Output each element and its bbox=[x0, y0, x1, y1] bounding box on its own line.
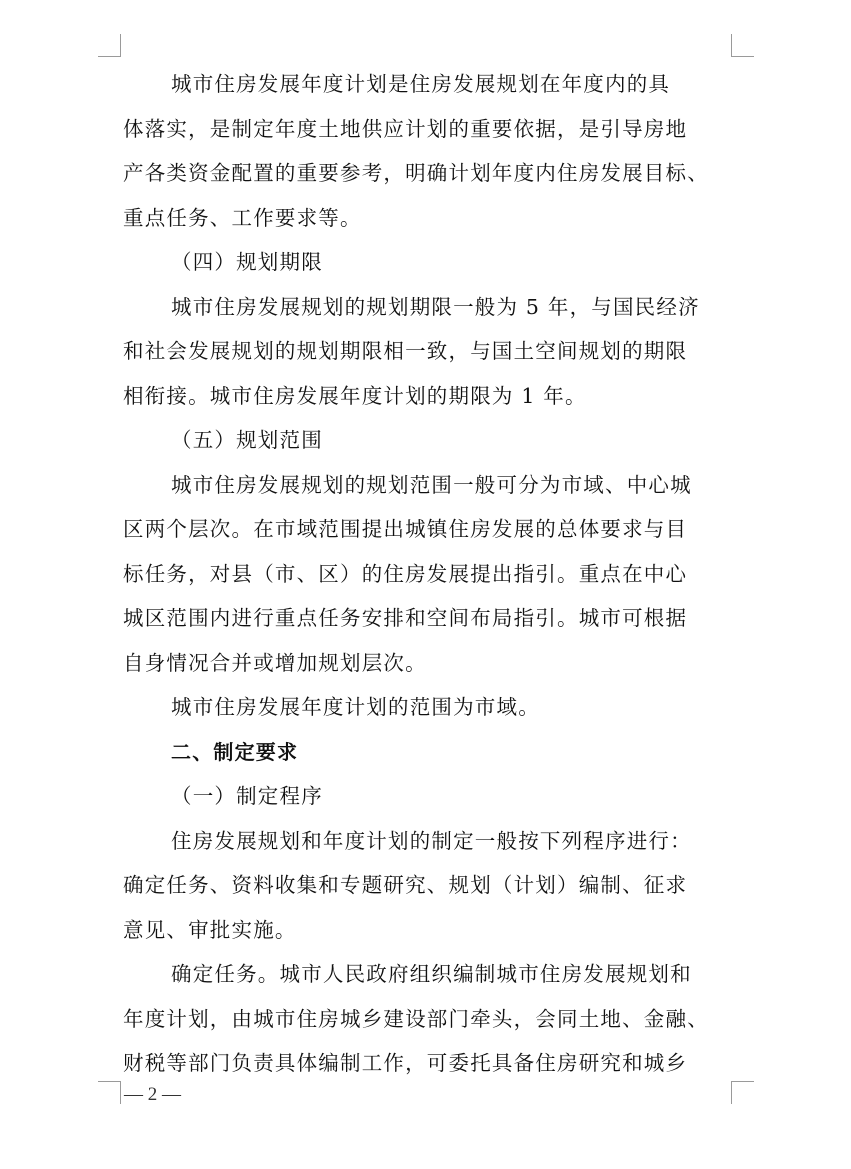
paragraph-line: 住房发展规划和年度计划的制定一般按下列程序进行： bbox=[171, 828, 692, 853]
paragraph-line: 财税等部门负责具体编制工作，可委托具备住房研究和城乡 bbox=[123, 1051, 688, 1075]
paragraph-line: 城市住房发展规划的规划范围一般可分为市域、中心城 bbox=[171, 472, 692, 497]
paragraph-line: 年度计划，由城市住房城乡建设部门牵头，会同土地、金融、 bbox=[123, 1006, 709, 1031]
section-heading-4: （四）规划期限 bbox=[171, 250, 323, 274]
crop-mark-top-right bbox=[731, 34, 754, 57]
paragraph-line: 和社会发展规划的规划期限相一致，与国土空间规划的期限 bbox=[123, 339, 688, 363]
crop-mark-top-left bbox=[98, 34, 121, 57]
paragraph-line: 相衔接。城市住房发展年度计划的期限为 1 年。 bbox=[123, 383, 587, 408]
paragraph-line: 重点任务、工作要求等。 bbox=[123, 205, 362, 230]
crop-mark-bottom-left bbox=[98, 1081, 121, 1104]
paragraph-line: 区两个层次。在市域范围提出城镇住房发展的总体要求与目 bbox=[123, 517, 688, 541]
paragraph-line: 产各类资金配置的重要参考，明确计划年度内住房发展目标、 bbox=[123, 161, 709, 185]
paragraph-line: 意见、审批实施。 bbox=[123, 917, 297, 942]
paragraph-line: 城市住房发展规划的规划期限一般为 5 年，与国民经济 bbox=[171, 294, 700, 319]
chapter-heading-2: 二、制定要求 bbox=[171, 739, 299, 764]
paragraph-line: 自身情况合并或增加规划层次。 bbox=[123, 650, 427, 675]
page-number: — 2 — bbox=[124, 1084, 181, 1105]
paragraph-line: 城市住房发展年度计划是住房发展规划在年度内的具 bbox=[171, 72, 671, 96]
paragraph-line: 城区范围内进行重点任务安排和空间布局指引。城市可根据 bbox=[123, 606, 688, 630]
paragraph-line: 确定任务、资料收集和专题研究、规划（计划）编制、征求 bbox=[123, 873, 688, 897]
section-heading-5: （五）规划范围 bbox=[171, 428, 323, 452]
paragraph-line: 城市住房发展年度计划的范围为市域。 bbox=[171, 695, 540, 719]
paragraph-line: 确定任务。城市人民政府组织编制城市住房发展规划和 bbox=[171, 962, 692, 986]
paragraph-line: 体落实，是制定年度土地供应计划的重要依据，是引导房地 bbox=[123, 116, 688, 141]
paragraph-line: 标任务，对县（市、区）的住房发展提出指引。重点在中心 bbox=[123, 561, 688, 586]
crop-mark-bottom-right bbox=[731, 1081, 754, 1104]
section-heading-1: （一）制定程序 bbox=[171, 784, 323, 808]
